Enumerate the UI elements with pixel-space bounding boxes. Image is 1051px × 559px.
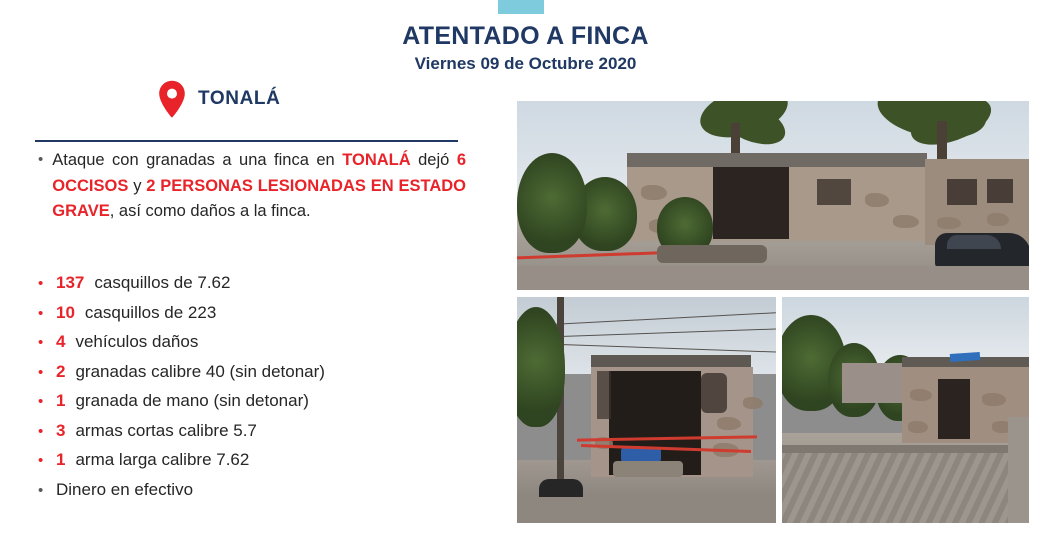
- list-item-quantity: 137: [56, 273, 85, 292]
- list-item: [38, 298, 468, 328]
- photo-burned-garage: [517, 297, 776, 523]
- list-item-label: Dinero en efectivo: [56, 479, 194, 499]
- divider: [35, 140, 458, 142]
- location-label: TONALÁ: [198, 88, 281, 109]
- summary-paragraph: [38, 148, 466, 225]
- list-item-label: armas cortas calibre 5.7: [75, 420, 257, 440]
- page-title: ATENTADO A FINCA: [402, 22, 649, 50]
- list-bullet: •: [38, 452, 44, 470]
- list-item-quantity: 1: [56, 391, 66, 411]
- list-item-label: vehículos daños: [75, 332, 199, 352]
- summary-bullet: •: [38, 151, 44, 168]
- map-pin-icon: [158, 80, 186, 118]
- list-item: [38, 416, 468, 446]
- list-item: [38, 327, 468, 357]
- summary-highlight: 6 OCCISOS: [52, 151, 466, 195]
- list-item: [38, 445, 468, 475]
- list-bullet: •: [38, 304, 44, 322]
- location-block: [158, 80, 280, 118]
- list-item-quantity: 4: [56, 332, 66, 352]
- list-bullet: •: [38, 275, 44, 292]
- list-item-label: casquillos de 7.62: [94, 273, 231, 292]
- list-bullet: •: [38, 481, 44, 499]
- list-item-quantity: 1: [56, 450, 66, 470]
- list-item-label: casquillos de 223: [84, 302, 217, 322]
- list-bullet: •: [38, 393, 44, 411]
- list-item-quantity: 3: [56, 420, 66, 440]
- page-subtitle: Viernes 09 de Octubre 2020: [414, 54, 637, 73]
- photo-street-view-house: [782, 297, 1029, 523]
- list-item: [38, 386, 468, 416]
- list-item: [38, 357, 468, 387]
- list-bullet: •: [38, 422, 44, 440]
- list-item: [38, 268, 468, 298]
- summary-highlight: 2 PERSONAS LESIONADAS EN ESTADO GRAVE: [52, 176, 466, 221]
- list-item-label: arma larga calibre 7.62: [75, 450, 250, 470]
- summary-fragment: , así como daños a la finca.: [109, 202, 311, 221]
- summary-fragment: Ataque con granadas a una finca en: [52, 151, 343, 169]
- list-item: [38, 475, 468, 505]
- summary-text: [52, 148, 466, 225]
- list-item-quantity: 10: [56, 302, 75, 322]
- list-item-quantity: 2: [56, 361, 66, 381]
- summary-fragment: dejó: [410, 151, 457, 169]
- list-bullet: •: [38, 363, 44, 381]
- header-accent-bar: [498, 0, 544, 14]
- photo-damaged-house-front: [517, 101, 1029, 290]
- list-item-label: granadas calibre 40 (sin detonar): [75, 361, 325, 381]
- summary-fragment: y: [128, 176, 147, 195]
- summary-highlight: TONALÁ: [342, 151, 411, 169]
- photo-gallery: [517, 101, 1029, 523]
- list-bullet: •: [38, 334, 44, 352]
- evidence-list: [38, 268, 468, 504]
- list-item-label: granada de mano (sin detonar): [75, 391, 309, 411]
